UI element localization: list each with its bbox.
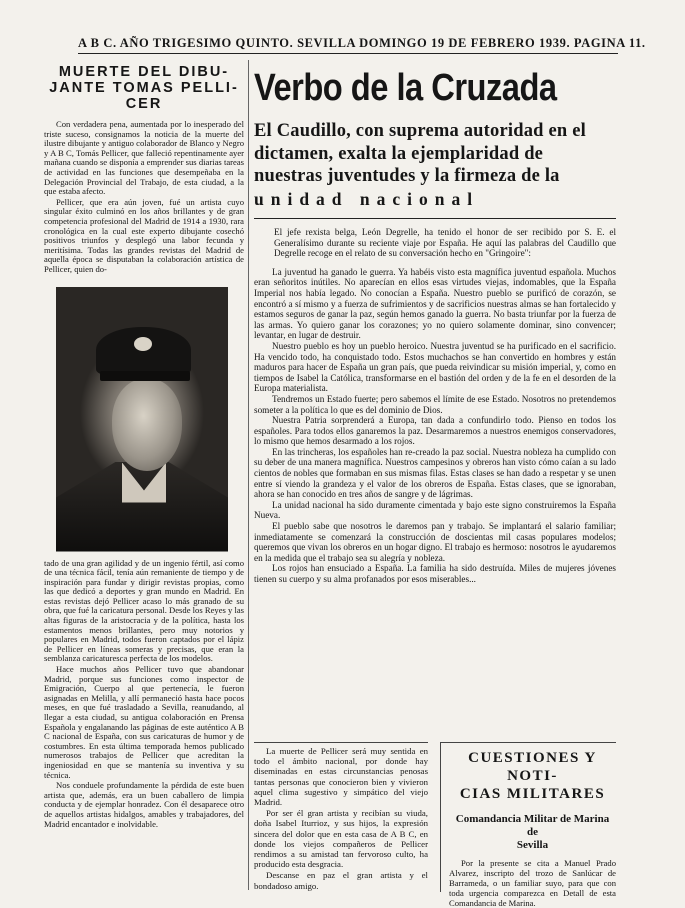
funeral-note [254,742,428,892]
page-header: A B C. AÑO TRIGESIMO QUINTO. SEVILLA DOMINGO 19 DE FEBRERO 1939. PAGINA 11. [78,36,618,54]
speech-paragraph: Nuestro pueblo es hoy un pueblo heroico. Nuestra juventud se ha purificado en el sacrificio. Ha vencido todo, ha conquistado todo. Estos muchachos se han convertido en hombres y están maduros para hacer de España un gran país, que pueda reivindicar su misión imperial, y, como en tiempos de Isabel la Católica, transformarse en el bastión del orden y de la fe en el desorden de la Europa materialista. [254,340,616,394]
main-headline: Verbo de la Cruzada [254,67,557,109]
speech-paragraph: La unidad nacional ha sido duramente cimentada y bajo este signo construiremos la España Nueva. [254,499,616,521]
obituary-paragraph: tado de una gran agilidad y de un ingenio fértil, así como de una técnica fácil, tenía aún remaniente de tiempo y de inspiración para fundar y dirigir revistas propias, como las que dedicó a deportes y gran mundo en Madrid. En estas revistas dejó Pellicer acaso lo más granado de su obra, que fué la caricatura personal. Desde los Reyes y las altas figuras de la aristocracia y de la política, hasta los estamentos menos brillantes, pero muy notorios y populares en Madrid, todos fueron captados por el lápiz de Pellicer en líneas someras y precisas, que eran la semblanza caricaturesca perfecta de los modelos. [44,557,244,664]
funeral-paragraph: Por ser él gran artista y recibían su viuda, doña Isabel Iturrioz, y sus hijos, la expresión sincera del dolor que en esta casa de A B C, en donde los viejos compañeros de Pellicer rendimos a su amistad tan fervoroso culto, ha producido esta desgracia. [254,808,428,870]
funeral-paragraph: La muerte de Pellicer será muy sentida en todo el ámbito nacional, por donde hay diseminadas en estas circunstancias penosas tantas personas que conocieron bien y vivieron aquel clima sugestivo y simpático del viejo Madrid. [254,746,428,808]
speech-paragraph: El pueblo sabe que nosotros le daremos pan y trabajo. Se implantará el salario familiar; inmediatamente se comenzará la construcción de doscientas mil casas populares modelos; queremos que vivan los obreros en un hogar digno. El trabajo es hermoso: nosotros le ayudaremos en la medida que el trabajo sea su alegría y nobleza. [254,521,616,563]
main-article [254,60,616,740]
column-divider [248,60,249,890]
photo-face [112,379,182,471]
obituary-paragraph: Hace muchos años Pellicer tuvo que abandonar Madrid, porque sus funciones como inspector de Emigración, Cuerpo al que pertenecía, le fueron asignadas en Melilla, y allí permaneció hasta hace pocos meses, en que fué trasladado a Sevilla, reanudando, al llegar a esta ciudad, su antigua colaboración en Prensa Española y engalanando las páginas de este auténtico A B C nacional de España, con sus caricaturas de humor y de costumbres. En esta última temporada hemos publicado numerosos trabajos de Pellicer que acreditan la ingeniosidad en que se mantenía su inventiva y su técnica. [44,664,244,780]
headline-rule [254,218,616,219]
obituary-title: MUERTE DEL DIBU- JANTE TOMAS PELLI- CER [49,64,239,112]
obituary-body [44,120,244,275]
photo-cap-badge [134,337,152,351]
photo-cap-visor [100,371,190,381]
obituary-paragraph: Nos conduele profundamente la pérdida de este buen artista que, además, era un buen caballero de limpia conducta y de ejemplar honradez. Con él desaparece otro de aquellos artistas hidalgos, amables y trabajadores, del Madrid encantador e inolvidable. [44,780,244,829]
military-news [440,742,616,908]
speech-paragraph: La juventud ha ganado le guerra. Ya habéis visto esta magnífica juventud española. Muchos eran señoritos inútiles. No aparecían en ellos esas virtudes viejas, indomables, que la España Imperial nos había legado. No conocían a España. Nuestro pueblo se purificó de corazón, se encontró a sí mismo y a fuerza de sufrimientos y de sacrificios nuestras almas se han fortalecido y estamos seguros de ganar la paz, según hemos ganado la guerra. No basta triunfar por la fuerza de las armas. Yo quiero ganar los corazones; yo no quiero solamente dominar, sino convencer; levantar, en lugar de destruir. [254,266,616,341]
obituary-paragraph: Con verdadera pena, aumentada por lo inesperado del triste suceso, consignamos la noticia de la muerte del ilustre dibujante y antiguo colaborador de Blanco y Negro y A B C, Tomás Pellicer, que falleció repentinamente ayer mañana cuando se disponía a emprender sus diarias tareas de actividad en las funciones que desempeñaba en la Delegación Provincial del Trabajo, de esta ciudad, a la que estaba afecto. [44,119,244,197]
photo-coat [56,462,228,552]
sub-headline-spaced: unidad nacional [254,188,480,209]
article-intro: El jefe rexista belga, León Degrelle, ha tenido el honor de ser recibido por S. E. el Generalísimo durante su reciente viaje por España. He aquí las palabras del Caudillo que Degrelle recoge en el relato de su conversación hecho en "Gringoire": [274,227,616,259]
speech-paragraph: Los rojos han ensuciado a España. La familia ha sido destruída. Miles de mujeres jóvenes tienen su cuerpo y su alma profanados por esos miserables... [254,563,616,584]
military-subtitle: Comandancia Militar de Marina de Sevilla [455,813,610,851]
funeral-body [254,746,428,891]
military-paragraph: Por la presente se cita a Manuel Prado Alvarez, inscripto del trozo de Sanlúcar de Barrameda, o un familiar suyo, para que con toda urgencia comparezca en Detall de esta Comandancia de Marina. [449,858,616,908]
military-title: CUESTIONES Y NOTI- CIAS MILITARES [459,750,606,802]
funeral-paragraph: Descanse en paz el gran artista y el bondadoso amigo. [254,870,428,891]
speech-paragraph: En las trincheras, los españoles han re-creado la paz social. Nuestra nobleza ha cumplido con su deber de una manera magnífica. Nuestros campesinos y obreros han visto cómo caían a su lado cientos de nobles que formaban en sus mismas filas. Estas clases se han dado a respetar y se unen entre sí viendo la grandeza y el valor de los obreros de España. Estas clases, que se ignoraban, ahora se han conocido en tres años de sangre y de lágrimas. [254,446,616,500]
speech-paragraph: Tendremos un Estado fuerte; pero sabemos el límite de ese Estado. Nosotros no pretendemos someter a la política lo que es del dominio de Dios. [254,393,616,415]
portrait-photo [56,287,228,549]
obituary-column [44,60,244,890]
sub-headline-text: El Caudillo, con suprema autoridad en el dictamen, exalta la ejemplaridad de nuestras juventudes y la firmeza de la [254,121,586,186]
obituary-paragraph: Pellicer, que era aún joven, fué un artista cuyo singular éxito culminó en los años brillantes y de gran competencia profesional del Madrid de 1914 a 1930, rara cronológica en la cual este experto dibujante cosechó positivos triunfos y desplegó una labor fecunda y meritísima. Todas las grandes revistas del Madrid de aquella época se disputaban la colaboración artística de Pellicer, quien do- [44,196,244,274]
speech-paragraph: Nuestra Patria sorprenderá a Europa, tan dada a confundirlo todo. Pienso en todos los españoles. Para todos ellos ganaremos la paz. Desarmaremos a nuestros enemigos conservadores, lo mismo que hemos desarmado a los rojos. [254,415,616,447]
military-body [449,858,616,908]
photo-cap [96,327,191,375]
sub-headline [254,120,616,210]
article-speech [254,267,616,585]
obituary-body-continued [44,559,244,830]
